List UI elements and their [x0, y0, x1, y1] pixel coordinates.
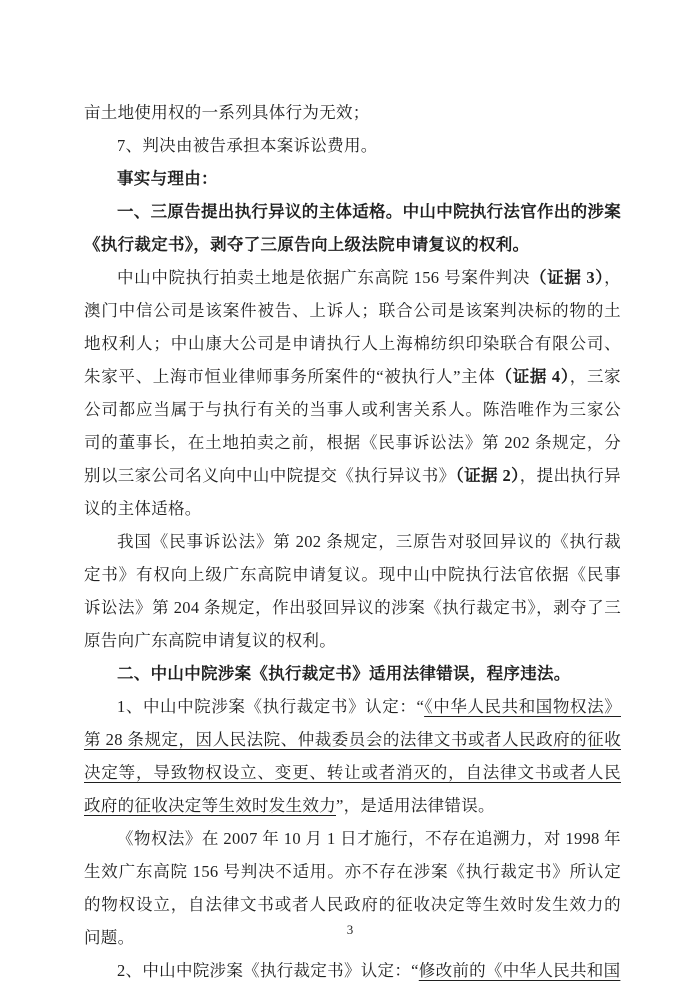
text-segment: 1、中山中院涉案《执行裁定书》认定：“ — [117, 697, 425, 716]
body-paragraph — [84, 525, 621, 657]
text-segment: 亩土地使用权的一系列具体行为无效； — [84, 103, 370, 122]
evidence-reference: 一、三原告提出执行异议的主体适格。中山中院执行法官作出的涉案《执行裁定书》，剥夺了三原告向上级法院申请复议的权利。 — [84, 202, 621, 254]
heading-paragraph — [84, 195, 621, 261]
heading-paragraph — [84, 657, 621, 690]
body-paragraph — [84, 954, 621, 987]
body-paragraph — [84, 690, 621, 822]
heading-paragraph — [84, 162, 621, 195]
text-segment: 2、中山中院涉案《执行裁定书》认定：“ — [117, 961, 419, 980]
text-segment: 我国《民事诉讼法》第 202 条规定，三原告对驳回异议的《执行裁定书》有权向上级广东高院申请复议。现中山中院执行法官依据《民事诉讼法》第 204 条规定，作出驳回异议的涉案《执行裁定书》，剥夺了三原告向广东高院申请复议的权利。 — [84, 532, 621, 650]
text-segment: 7、判决由被告承担本案诉讼费用。 — [117, 136, 378, 155]
evidence-reference: （证据 4） — [495, 367, 570, 386]
evidence-reference: 事实与理由： — [117, 169, 218, 188]
underlined-quote: 《中华人民共和国物权法》第 28 条规定，因人民法院、仲裁委员会的法律文书或者人民政府的征收决定等，导致物权设立、变更、转让或者消灭的，自法律文书或者人民政府的征收决定等生效时发生效力 — [84, 697, 621, 815]
page-footer — [0, 922, 700, 938]
underlined-quote: 修改前的《中华人民共和国 — [418, 961, 621, 980]
text-segment: ，澳门中信公司是该案件被告、上诉人；联合公司是该案判决标的物的土地权利人；中山康大公司是申请执行人上海棉纺织印染联合有限公司、朱家平、上海市恒业律师事务所案件的“被执行人”主体 — [84, 268, 621, 386]
document-body — [84, 96, 621, 987]
evidence-reference: （证据 2） — [455, 466, 520, 485]
evidence-reference: 二、中山中院涉案《执行裁定书》适用法律错误，程序违法。 — [117, 664, 571, 683]
text-segment: 《物权法》在 2007 年 10 月 1 日才施行，不存在追溯力，对 1998 年生效广东高院 156 号判决不适用。亦不存在涉案《执行裁定书》所认定的物权设立，自法律文书或者人民政府的征收决定等生效时发生效力的问题。 — [84, 829, 621, 947]
body-paragraph — [84, 129, 621, 162]
text-segment: ，提出执行异议的主体适格。 — [84, 466, 621, 518]
evidence-reference: （证据 3） — [530, 268, 605, 287]
body-paragraph — [84, 261, 621, 525]
text-segment: ”，是适用法律错误。 — [336, 796, 495, 815]
text-segment: 中山中院执行拍卖土地是依据广东高院 156 号案件判决 — [117, 268, 531, 287]
page-number: 3 — [346, 922, 354, 937]
text-segment: ，三家公司都应当属于与执行有关的当事人或利害关系人。陈浩唯作为三家公司的董事长，在土地拍卖之前，根据《民事诉讼法》第 202 条规定，分别以三家公司名义向中山中院提交《执行异议书》 — [84, 367, 621, 485]
body-paragraph — [84, 96, 621, 129]
